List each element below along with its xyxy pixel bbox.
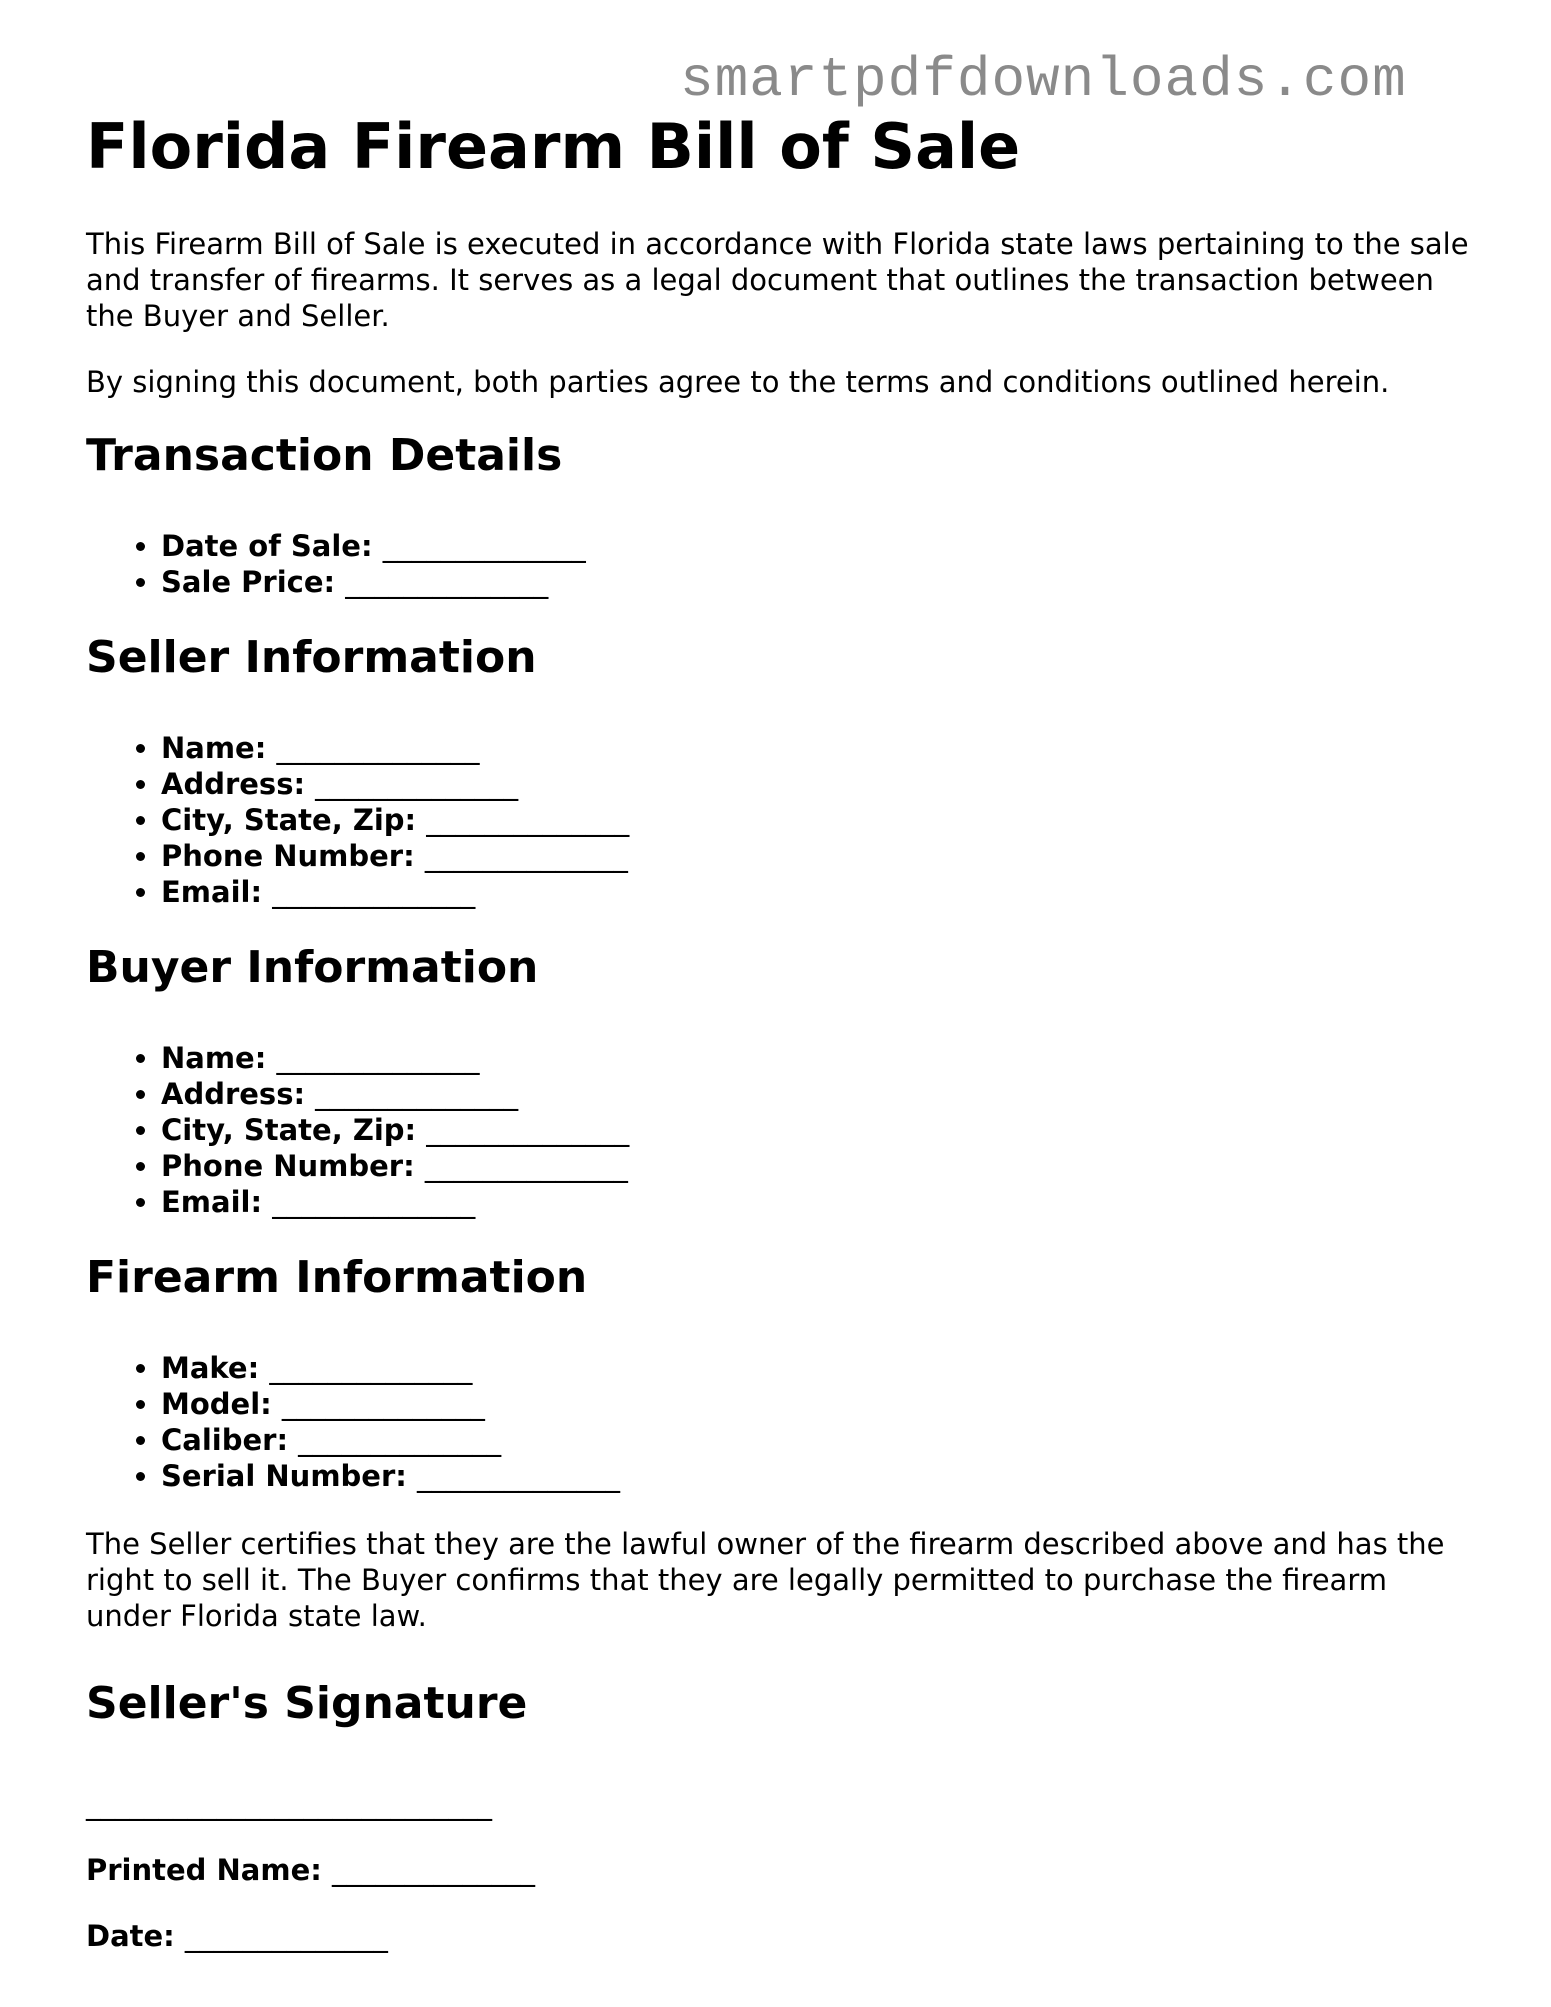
blank-line[interactable]: ______________ [424,1149,628,1183]
field-label: Date: [86,1919,175,1953]
blank-line[interactable]: ______________ [272,1185,476,1219]
buyer-field-city-state-zip [161,1112,1476,1148]
field-label: City, State, Zip: [161,1113,417,1147]
blank-line[interactable]: ______________ [272,875,476,909]
field-label: Phone Number: [161,1149,415,1183]
blank-line[interactable]: ______________ [382,529,586,563]
blank-line[interactable]: ______________ [426,1113,630,1147]
field-label: Printed Name: [86,1853,322,1887]
date-field [86,1918,1476,1954]
firearm-field-model [161,1386,1476,1422]
seller-field-city-state-zip [161,802,1476,838]
signature-line[interactable]: ____________________________ [86,1787,492,1821]
signature-heading: Seller's Signature [86,1678,528,1729]
buyer-field-phone [161,1148,1476,1184]
field-label: Date of Sale: [161,529,373,563]
document-title: Florida Firearm Bill of Sale [86,110,1021,183]
seller-field-name [161,730,1476,766]
field-sale-price [161,564,1476,600]
field-label: Sale Price: [161,565,336,599]
buyer-heading: Buyer Information [86,942,539,993]
blank-line[interactable]: ______________ [315,1077,519,1111]
seller-heading: Seller Information [86,632,537,683]
seller-field-email [161,874,1476,910]
field-label: Email: [161,1185,263,1219]
buyer-fields [86,1040,1476,1220]
blank-line[interactable]: ______________ [276,731,480,765]
field-label: Serial Number: [161,1459,407,1493]
printed-name-field [86,1852,1476,1888]
buyer-field-email [161,1184,1476,1220]
firearm-field-caliber [161,1422,1476,1458]
field-label: Name: [161,1041,267,1075]
intro-paragraph-1: This Firearm Bill of Sale is executed in accordance with Florida state laws pertaining to the sale and transfer of firearms. It serves as a legal document that outlines the transaction between the Buyer and Seller. [86,227,1469,333]
seller-field-address [161,766,1476,802]
blank-line[interactable]: ______________ [416,1459,620,1493]
field-date-of-sale [161,528,1476,564]
blank-line[interactable]: ______________ [315,767,519,801]
blank-line[interactable]: ______________ [269,1351,473,1385]
firearm-heading: Firearm Information [86,1252,588,1303]
field-label: City, State, Zip: [161,803,417,837]
blank-line[interactable]: ______________ [345,565,549,599]
firearm-field-make [161,1350,1476,1386]
field-label: Name: [161,731,267,765]
buyer-field-address [161,1076,1476,1112]
field-label: Address: [161,767,306,801]
blank-line[interactable]: ______________ [281,1387,485,1421]
buyer-field-name [161,1040,1476,1076]
field-label: Phone Number: [161,839,415,873]
field-label: Address: [161,1077,306,1111]
field-label: Email: [161,875,263,909]
firearm-fields [86,1350,1476,1494]
blank-line[interactable]: ______________ [298,1423,502,1457]
field-label: Make: [161,1351,260,1385]
blank-line[interactable]: ______________ [331,1853,535,1887]
blank-line[interactable]: ______________ [276,1041,480,1075]
seller-fields [86,730,1476,910]
blank-line[interactable]: ______________ [426,803,630,837]
field-label: Model: [161,1387,272,1421]
firearm-field-serial [161,1458,1476,1494]
intro-paragraph-2: By signing this document, both parties agree to the terms and conditions outlined herein. [86,365,1390,399]
blank-line[interactable]: ______________ [184,1919,388,1953]
blank-line[interactable]: ______________ [424,839,628,873]
watermark: smartpdfdownloads.com [680,48,1407,112]
document-page [86,112,1476,1984]
transaction-fields [86,528,1476,600]
transaction-heading: Transaction Details [86,430,563,481]
field-label: Caliber: [161,1423,289,1457]
certification-paragraph: The Seller certifies that they are the lawful owner of the firearm described above and has the right to sell it. The Buyer confirms that they are legally permitted to purchase the firearm under Florida state law. [86,1527,1445,1633]
seller-field-phone [161,838,1476,874]
